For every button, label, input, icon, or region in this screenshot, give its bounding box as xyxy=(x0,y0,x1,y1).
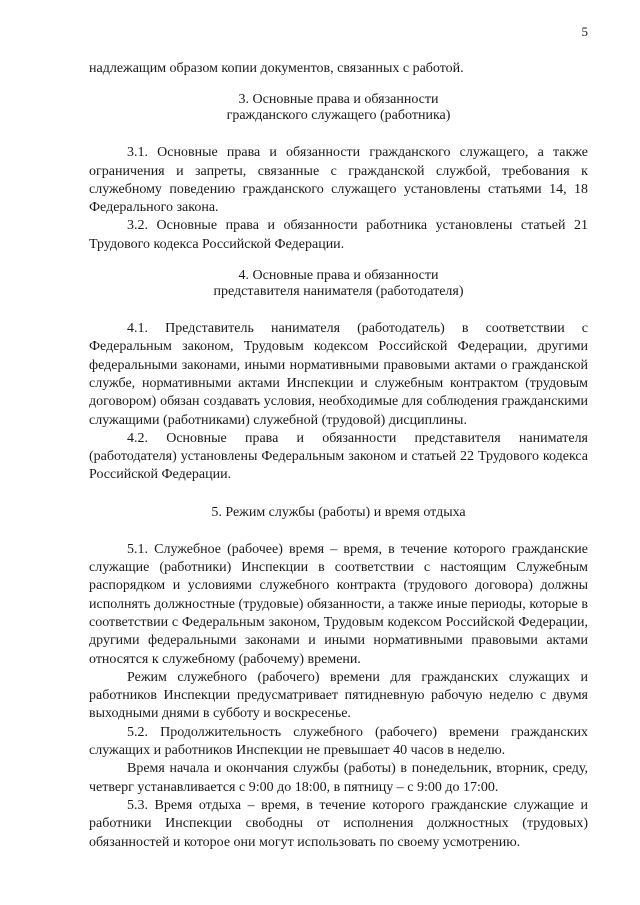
paragraph-5-1-regime: Режим служебного (рабочего) времени для гражданских служащих и работников Инспекции предусматривает пятидневную рабочую неделю с двумя выходными днями в субботу и воскресенье. xyxy=(89,669,588,722)
page-number: 5 xyxy=(581,24,588,39)
section-5-title: 5. Режим службы (работы) и время отдыха xyxy=(211,504,466,520)
continuation-text: надлежащим образом копии документов, связанных с работой. xyxy=(89,61,464,76)
section-3-title-line-2: гражданского служащего (работника) xyxy=(226,108,451,124)
paragraph-4-1: 4.1. Представитель нанимателя (работодатель) в соответствии с Федеральным законом, Трудовым кодексом Российской Федерации, другими федеральными законами, иными нормативными правовыми актами о гражданской службе, нормативными актами Инспекции и служебным контрактом (трудовым договором) обязан создавать условия, необходимые для соблюдения гражданскими служащими (работниками) служебной (трудовой) дисциплины. xyxy=(89,321,588,428)
paragraph-5-2-hours: Время начала и окончания службы (работы) в понедельник, вторник, среду, четверг устанавливается с 9:00 до 18:00, в пятницу – с 9:00 до 17:00. xyxy=(89,761,588,795)
section-3-title-line-1: 3. Основные права и обязанности xyxy=(238,92,439,108)
section-4-title-line-1: 4. Основные права и обязанности xyxy=(238,268,439,284)
paragraph-5-3: 5.3. Время отдыха – время, в течение которого гражданские служащие и работники Инспекции свободны от исполнения должностных (трудовых) обязанностей и которое они могут использовать по своему усмотрению. xyxy=(89,797,588,850)
paragraph-5-2: 5.2. Продолжительность служебного (рабочего) времени гражданских служащих и работников Инспекции не превышает 40 часов в неделю. xyxy=(89,724,588,759)
document-body xyxy=(89,60,588,852)
paragraph-4-2: 4.2. Основные права и обязанности представителя нанимателя (работодателя) установлены Федеральным законом и статьей 22 Трудового кодекса Российской Федерации. xyxy=(89,430,588,483)
paragraph-3-1: 3.1. Основные права и обязанности гражданского служащего, а также ограничения и запреты, связанные с гражданской службой, требования к служебному поведению гражданского служащего установлены статьями 14, 18 Федерального закона. xyxy=(89,145,588,216)
paragraph-3-2: 3.2. Основные права и обязанности работника установлены статьей 21 Трудового кодекса Российской Федерации. xyxy=(89,218,588,252)
section-4-title-line-2: представителя нанимателя (работодателя) xyxy=(213,284,464,300)
paragraph-5-1: 5.1. Служебное (рабочее) время – время, в течение которого гражданские служащие (работники) Инспекции в соответствии с настоящим Служебным распорядком и условиями служебного контракта (трудового договора) должны исполнять должностные (трудовые) обязанности, а также иные периоды, которые в соответствии с Федеральным законом, Трудовым кодексом Российской Федерации, другими федеральными законами и иными нормативными правовыми актами относятся к служебному (рабочему) времени. xyxy=(89,541,588,667)
